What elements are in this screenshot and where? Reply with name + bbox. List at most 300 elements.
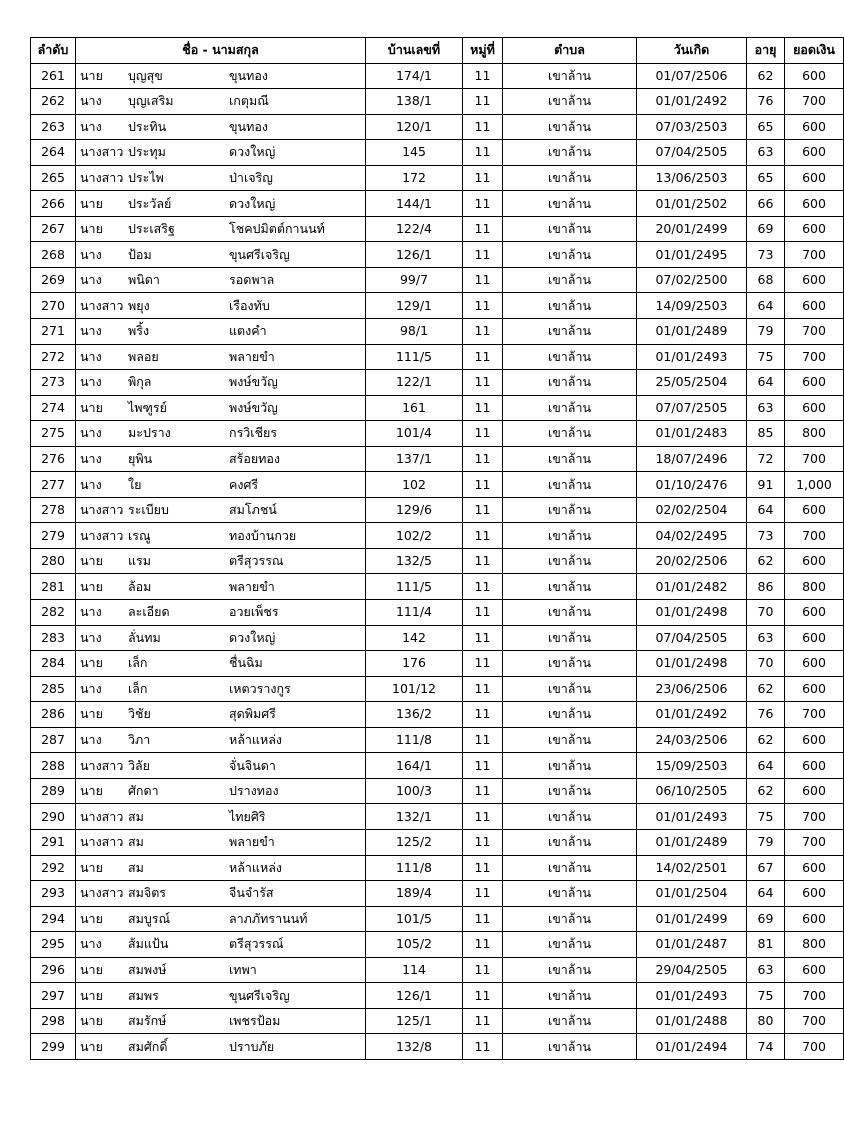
- cell-house-no: 102/2: [366, 523, 463, 549]
- cell-name: [76, 293, 366, 319]
- cell-name: [76, 165, 366, 191]
- cell-name: [76, 881, 366, 907]
- cell-moo: 11: [463, 319, 503, 345]
- cell-tambon: เขาล้าน: [503, 370, 637, 396]
- cell-house-no: 126/1: [366, 242, 463, 268]
- table-row: [31, 267, 844, 293]
- cell-tambon: เขาล้าน: [503, 497, 637, 523]
- cell-age: 85: [747, 421, 785, 447]
- cell-house-no: 102: [366, 472, 463, 498]
- cell-moo: 11: [463, 548, 503, 574]
- cell-dob: 07/04/2505: [637, 140, 747, 166]
- first-name: ส้มแป้น: [128, 936, 169, 952]
- cell-age: 68: [747, 267, 785, 293]
- cell-tambon: เขาล้าน: [503, 574, 637, 600]
- cell-age: 64: [747, 497, 785, 523]
- name-title: นาง: [80, 93, 102, 109]
- cell-age: 65: [747, 114, 785, 140]
- cell-dob: 01/01/2504: [637, 881, 747, 907]
- name-title: นาง: [80, 425, 102, 441]
- cell-tambon: เขาล้าน: [503, 89, 637, 115]
- last-name: ดวงใหญ่: [229, 629, 276, 645]
- last-name: ตรีสุวรรณ: [229, 553, 284, 569]
- cell-tambon: เขาล้าน: [503, 702, 637, 728]
- cell-moo: 11: [463, 727, 503, 753]
- cell-moo: 11: [463, 497, 503, 523]
- cell-tambon: เขาล้าน: [503, 1008, 637, 1034]
- table-row: [31, 574, 844, 600]
- cell-house-no: 125/2: [366, 829, 463, 855]
- first-name: ไพฑูรย์: [128, 399, 167, 415]
- cell-house-no: 137/1: [366, 446, 463, 472]
- cell-amount: 700: [785, 983, 844, 1009]
- cell-name: [76, 957, 366, 983]
- last-name: แตงคำ: [229, 323, 267, 339]
- last-name: เหตวรางกูร: [229, 680, 291, 696]
- cell-age: 76: [747, 702, 785, 728]
- first-name: สม: [128, 859, 144, 875]
- cell-dob: 01/01/2482: [637, 574, 747, 600]
- cell-moo: 11: [463, 829, 503, 855]
- last-name: เกตุมณี: [229, 93, 269, 109]
- header-no: ลำดับ: [31, 38, 76, 64]
- last-name: กรวิเชียร: [229, 425, 278, 441]
- cell-age: 62: [747, 778, 785, 804]
- cell-name: [76, 446, 366, 472]
- cell-tambon: เขาล้าน: [503, 446, 637, 472]
- cell-dob: 29/04/2505: [637, 957, 747, 983]
- cell-house-no: 172: [366, 165, 463, 191]
- cell-moo: 11: [463, 855, 503, 881]
- cell-moo: 11: [463, 906, 503, 932]
- cell-dob: 20/02/2506: [637, 548, 747, 574]
- cell-dob: 25/05/2504: [637, 370, 747, 396]
- cell-age: 69: [747, 216, 785, 242]
- cell-age: 76: [747, 89, 785, 115]
- cell-no: 272: [31, 344, 76, 370]
- header-age: อายุ: [747, 38, 785, 64]
- last-name: หล้าแหล่ง: [229, 732, 282, 748]
- cell-amount: 600: [785, 881, 844, 907]
- cell-name: [76, 140, 366, 166]
- cell-no: 288: [31, 753, 76, 779]
- cell-amount: 600: [785, 370, 844, 396]
- table-row: [31, 216, 844, 242]
- cell-name: [76, 702, 366, 728]
- cell-name: [76, 344, 366, 370]
- cell-no: 261: [31, 63, 76, 89]
- cell-moo: 11: [463, 395, 503, 421]
- cell-moo: 11: [463, 242, 503, 268]
- name-title: นาย: [80, 706, 103, 722]
- cell-dob: 14/02/2501: [637, 855, 747, 881]
- cell-moo: 11: [463, 1034, 503, 1060]
- cell-amount: 600: [785, 267, 844, 293]
- cell-dob: 14/09/2503: [637, 293, 747, 319]
- cell-moo: 11: [463, 421, 503, 447]
- table-row: [31, 753, 844, 779]
- first-name: สมศักดิ์: [128, 1038, 168, 1054]
- cell-amount: 700: [785, 829, 844, 855]
- cell-tambon: เขาล้าน: [503, 778, 637, 804]
- cell-dob: 01/07/2506: [637, 63, 747, 89]
- last-name: พลายขำ: [229, 578, 275, 594]
- last-name: ปรางทอง: [229, 783, 279, 799]
- last-name: ตรีสุวรรณ์: [229, 936, 284, 952]
- cell-house-no: 174/1: [366, 63, 463, 89]
- cell-tambon: เขาล้าน: [503, 395, 637, 421]
- cell-moo: 11: [463, 804, 503, 830]
- first-name: วิภา: [128, 732, 151, 748]
- cell-house-no: 111/8: [366, 727, 463, 753]
- cell-name: [76, 63, 366, 89]
- cell-amount: 700: [785, 1008, 844, 1034]
- cell-age: 81: [747, 932, 785, 958]
- first-name: ยุพิน: [128, 451, 153, 467]
- first-name: บุญสุข: [128, 67, 163, 83]
- first-name: ใย: [128, 476, 142, 492]
- name-title: นางสาว: [80, 885, 124, 901]
- cell-dob: 15/09/2503: [637, 753, 747, 779]
- cell-amount: 600: [785, 855, 844, 881]
- cell-house-no: 101/12: [366, 676, 463, 702]
- cell-name: [76, 319, 366, 345]
- cell-no: 285: [31, 676, 76, 702]
- cell-age: 73: [747, 242, 785, 268]
- first-name: สมบูรณ์: [128, 910, 171, 926]
- cell-moo: 11: [463, 523, 503, 549]
- first-name: ลั่นทม: [128, 629, 161, 645]
- last-name: พงษ์ขวัญ: [229, 399, 278, 415]
- table-row: [31, 89, 844, 115]
- cell-amount: 800: [785, 421, 844, 447]
- cell-tambon: เขาล้าน: [503, 548, 637, 574]
- cell-name: [76, 89, 366, 115]
- cell-dob: 01/01/2493: [637, 804, 747, 830]
- first-name: มะปราง: [128, 425, 171, 441]
- cell-no: 279: [31, 523, 76, 549]
- name-title: นาง: [80, 451, 102, 467]
- first-name: เรณู: [128, 527, 151, 543]
- cell-moo: 11: [463, 983, 503, 1009]
- cell-dob: 01/01/2492: [637, 702, 747, 728]
- cell-amount: 600: [785, 727, 844, 753]
- cell-tambon: เขาล้าน: [503, 957, 637, 983]
- cell-no: 292: [31, 855, 76, 881]
- cell-house-no: 98/1: [366, 319, 463, 345]
- cell-moo: 11: [463, 89, 503, 115]
- cell-amount: 600: [785, 753, 844, 779]
- cell-moo: 11: [463, 574, 503, 600]
- table-row: [31, 497, 844, 523]
- name-title: นาย: [80, 399, 103, 415]
- cell-no: 293: [31, 881, 76, 907]
- cell-amount: 700: [785, 89, 844, 115]
- first-name: ประทุม: [128, 144, 166, 160]
- name-title: นาง: [80, 374, 102, 390]
- cell-house-no: 114: [366, 957, 463, 983]
- cell-house-no: 100/3: [366, 778, 463, 804]
- cell-dob: 01/01/2498: [637, 600, 747, 626]
- cell-moo: 11: [463, 881, 503, 907]
- cell-tambon: เขาล้าน: [503, 625, 637, 651]
- cell-amount: 700: [785, 702, 844, 728]
- cell-no: 278: [31, 497, 76, 523]
- name-title: นาย: [80, 655, 103, 671]
- cell-amount: 600: [785, 114, 844, 140]
- first-name: วิลัย: [128, 757, 151, 773]
- last-name: พลายขำ: [229, 834, 275, 850]
- cell-age: 64: [747, 293, 785, 319]
- cell-name: [76, 932, 366, 958]
- cell-dob: 01/01/2483: [637, 421, 747, 447]
- cell-name: [76, 191, 366, 217]
- cell-no: 289: [31, 778, 76, 804]
- table-row: [31, 293, 844, 319]
- cell-dob: 06/10/2505: [637, 778, 747, 804]
- name-title: นางสาว: [80, 834, 124, 850]
- name-title: นาย: [80, 987, 103, 1003]
- cell-age: 62: [747, 548, 785, 574]
- first-name: สมพร: [128, 987, 159, 1003]
- cell-moo: 11: [463, 702, 503, 728]
- cell-house-no: 122/4: [366, 216, 463, 242]
- cell-age: 64: [747, 370, 785, 396]
- cell-dob: 01/01/2494: [637, 1034, 747, 1060]
- cell-tambon: เขาล้าน: [503, 63, 637, 89]
- cell-amount: 600: [785, 676, 844, 702]
- last-name: หล้าแหล่ง: [229, 859, 282, 875]
- cell-amount: 600: [785, 957, 844, 983]
- cell-name: [76, 497, 366, 523]
- cell-dob: 01/10/2476: [637, 472, 747, 498]
- first-name: พริ้ง: [128, 323, 150, 339]
- last-name: จั่นจินดา: [229, 757, 276, 773]
- cell-house-no: 129/6: [366, 497, 463, 523]
- name-title: นาย: [80, 578, 103, 594]
- first-name: เล็ก: [128, 655, 148, 671]
- cell-dob: 01/01/2489: [637, 829, 747, 855]
- cell-amount: 600: [785, 600, 844, 626]
- cell-tambon: เขาล้าน: [503, 829, 637, 855]
- name-title: นางสาว: [80, 297, 124, 313]
- header-name: ชื่อ - นามสกุล: [76, 38, 366, 64]
- cell-dob: 07/02/2500: [637, 267, 747, 293]
- cell-age: 63: [747, 140, 785, 166]
- table-row: [31, 395, 844, 421]
- cell-age: 64: [747, 881, 785, 907]
- last-name: ขุนศรีเจริญ: [229, 246, 290, 262]
- cell-no: 286: [31, 702, 76, 728]
- first-name: ละเอียด: [128, 604, 170, 620]
- name-title: นาง: [80, 476, 102, 492]
- cell-age: 62: [747, 676, 785, 702]
- cell-name: [76, 1034, 366, 1060]
- first-name: สมรักษ์: [128, 1013, 167, 1029]
- cell-dob: 07/03/2503: [637, 114, 747, 140]
- cell-amount: 600: [785, 906, 844, 932]
- last-name: ขุนทอง: [229, 118, 268, 134]
- cell-tambon: เขาล้าน: [503, 855, 637, 881]
- cell-age: 70: [747, 651, 785, 677]
- last-name: ขุนศรีเจริญ: [229, 987, 290, 1003]
- last-name: ป่าเจริญ: [229, 170, 273, 185]
- cell-tambon: เขาล้าน: [503, 319, 637, 345]
- cell-tambon: เขาล้าน: [503, 727, 637, 753]
- header-dob: วันเกิด: [637, 38, 747, 64]
- table-row: [31, 140, 844, 166]
- table-row: [31, 881, 844, 907]
- first-name: ล้อม: [128, 578, 152, 594]
- table-row: [31, 472, 844, 498]
- cell-name: [76, 395, 366, 421]
- cell-no: 282: [31, 600, 76, 626]
- name-title: นาง: [80, 629, 102, 645]
- cell-age: 75: [747, 344, 785, 370]
- cell-house-no: 99/7: [366, 267, 463, 293]
- first-name: ประไพ: [128, 170, 164, 185]
- cell-age: 65: [747, 165, 785, 191]
- first-name: สม: [128, 808, 144, 824]
- cell-moo: 11: [463, 165, 503, 191]
- cell-tambon: เขาล้าน: [503, 676, 637, 702]
- cell-no: 297: [31, 983, 76, 1009]
- cell-no: 264: [31, 140, 76, 166]
- cell-house-no: 105/2: [366, 932, 463, 958]
- table-row: [31, 63, 844, 89]
- cell-tambon: เขาล้าน: [503, 753, 637, 779]
- name-title: นาย: [80, 1038, 103, 1054]
- cell-age: 63: [747, 957, 785, 983]
- cell-amount: 600: [785, 140, 844, 166]
- first-name: สมพงษ์: [128, 961, 167, 977]
- cell-age: 72: [747, 446, 785, 472]
- cell-tambon: เขาล้าน: [503, 267, 637, 293]
- cell-moo: 11: [463, 651, 503, 677]
- cell-amount: 600: [785, 395, 844, 421]
- cell-moo: 11: [463, 472, 503, 498]
- cell-dob: 24/03/2506: [637, 727, 747, 753]
- cell-dob: 02/02/2504: [637, 497, 747, 523]
- name-title: นางสาว: [80, 808, 124, 824]
- table-row: [31, 1008, 844, 1034]
- name-title: นางสาว: [80, 144, 124, 160]
- cell-name: [76, 421, 366, 447]
- table-row: [31, 446, 844, 472]
- name-title: นางสาว: [80, 170, 124, 185]
- table-row: [31, 983, 844, 1009]
- cell-dob: 01/01/2499: [637, 906, 747, 932]
- table-row: [31, 191, 844, 217]
- first-name: ประวัลย์: [128, 195, 172, 211]
- cell-no: 280: [31, 548, 76, 574]
- table-row: [31, 676, 844, 702]
- first-name: ประทิน: [128, 118, 167, 134]
- cell-dob: 13/06/2503: [637, 165, 747, 191]
- last-name: เทพา: [229, 961, 257, 977]
- cell-age: 69: [747, 906, 785, 932]
- cell-age: 64: [747, 753, 785, 779]
- name-title: นาง: [80, 732, 102, 748]
- cell-name: [76, 651, 366, 677]
- cell-tambon: เขาล้าน: [503, 651, 637, 677]
- name-title: นาง: [80, 323, 102, 339]
- cell-dob: 01/01/2492: [637, 89, 747, 115]
- cell-amount: 600: [785, 497, 844, 523]
- cell-house-no: 164/1: [366, 753, 463, 779]
- table-row: [31, 906, 844, 932]
- cell-no: 290: [31, 804, 76, 830]
- cell-tambon: เขาล้าน: [503, 600, 637, 626]
- cell-house-no: 176: [366, 651, 463, 677]
- cell-name: [76, 600, 366, 626]
- cell-tambon: เขาล้าน: [503, 906, 637, 932]
- cell-moo: 11: [463, 370, 503, 396]
- cell-no: 274: [31, 395, 76, 421]
- cell-amount: 700: [785, 804, 844, 830]
- cell-age: 70: [747, 600, 785, 626]
- name-title: นาย: [80, 221, 103, 237]
- cell-amount: 600: [785, 63, 844, 89]
- name-title: นาย: [80, 67, 103, 83]
- cell-age: 66: [747, 191, 785, 217]
- cell-amount: 700: [785, 523, 844, 549]
- table-row: [31, 727, 844, 753]
- first-name: พยุง: [128, 297, 150, 313]
- cell-house-no: 144/1: [366, 191, 463, 217]
- table-row: [31, 932, 844, 958]
- table-row: [31, 344, 844, 370]
- last-name: พลายขำ: [229, 348, 275, 364]
- cell-dob: 20/01/2499: [637, 216, 747, 242]
- cell-age: 62: [747, 63, 785, 89]
- cell-house-no: 136/2: [366, 702, 463, 728]
- cell-name: [76, 548, 366, 574]
- cell-amount: 600: [785, 293, 844, 319]
- cell-moo: 11: [463, 932, 503, 958]
- name-title: นาย: [80, 195, 103, 211]
- name-title: นาย: [80, 783, 103, 799]
- cell-amount: 600: [785, 216, 844, 242]
- table-row: [31, 957, 844, 983]
- table-row: [31, 165, 844, 191]
- cell-dob: 01/01/2493: [637, 344, 747, 370]
- table-row: [31, 702, 844, 728]
- cell-amount: 800: [785, 574, 844, 600]
- table-row: [31, 804, 844, 830]
- first-name: พนิดา: [128, 272, 160, 288]
- cell-amount: 1,000: [785, 472, 844, 498]
- cell-no: 273: [31, 370, 76, 396]
- cell-amount: 700: [785, 344, 844, 370]
- cell-amount: 800: [785, 932, 844, 958]
- cell-name: [76, 983, 366, 1009]
- cell-no: 287: [31, 727, 76, 753]
- cell-no: 294: [31, 906, 76, 932]
- cell-no: 269: [31, 267, 76, 293]
- cell-name: [76, 114, 366, 140]
- cell-house-no: 132/1: [366, 804, 463, 830]
- name-title: นาง: [80, 246, 102, 262]
- first-name: บุญเสริม: [128, 93, 174, 109]
- cell-moo: 11: [463, 600, 503, 626]
- cell-amount: 700: [785, 446, 844, 472]
- cell-tambon: เขาล้าน: [503, 242, 637, 268]
- table-row: [31, 778, 844, 804]
- table-row: [31, 421, 844, 447]
- cell-house-no: 189/4: [366, 881, 463, 907]
- last-name: สร้อยทอง: [229, 451, 281, 467]
